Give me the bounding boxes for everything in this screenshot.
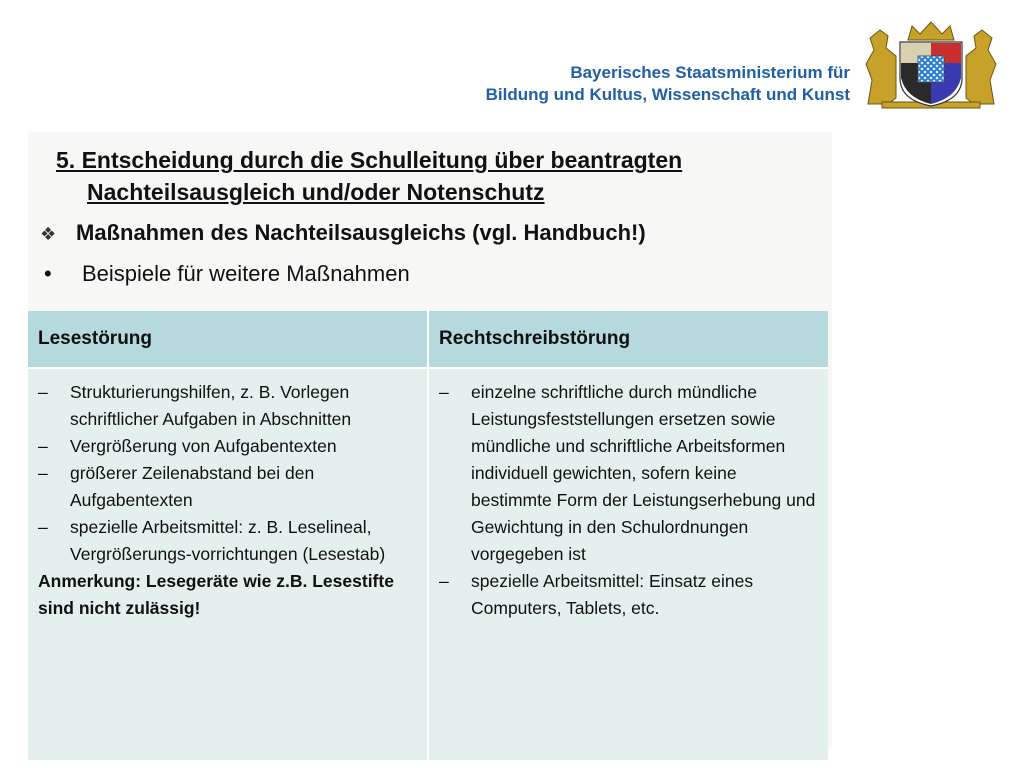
column-header-rechtschreibstoerung: Rechtschreibstörung: [428, 311, 828, 368]
dash-bullet-icon: –: [38, 517, 48, 537]
column-header-lesestoerung: Lesestörung: [28, 311, 428, 368]
dash-bullet-icon: –: [439, 571, 449, 591]
list-item-text: Strukturierungshilfen, z. B. Vorlegen schriftlicher Aufgaben in Abschnitten: [70, 382, 352, 429]
bullet-examples-text: Beispiele für weitere Maßnahmen: [82, 261, 410, 286]
page-title-line-1: 5. Entscheidung durch die Schulleitung über beantragten: [56, 147, 683, 173]
dash-bullet-icon: –: [38, 382, 48, 402]
list-item: [38, 514, 417, 568]
bullet-measures-text: Maßnahmen des Nachteilsausgleichs (vgl. Handbuch!): [76, 220, 646, 245]
note-text: Anmerkung: Lesegeräte wie z.B. Lesestifte sind nicht zulässig!: [38, 571, 394, 618]
page-title-line-2: Nachteilsausgleich und/oder Notenschutz: [87, 179, 545, 205]
ministry-line-2: Bildung und Kultus, Wissenschaft und Kunst: [485, 85, 850, 104]
bavarian-coat-of-arms-icon: [862, 20, 1000, 110]
list-item-text: spezielle Arbeitsmittel: z. B. Leselineal, Vergrößerungs-vorrichtungen (Lesestab): [70, 517, 386, 564]
list-item: [38, 460, 417, 514]
list-item-text: spezielle Arbeitsmittel: Einsatz eines Computers, Tablets, etc.: [471, 571, 754, 618]
bullet-measures: [40, 218, 646, 249]
table-row: [28, 368, 828, 760]
dash-bullet-icon: –: [38, 463, 48, 483]
dash-bullet-icon: –: [439, 382, 449, 402]
page-title: [56, 144, 836, 208]
list-item: [38, 433, 417, 460]
list-item: [439, 568, 818, 622]
cell-lesestoerung: [28, 368, 428, 760]
list-item: [439, 379, 818, 568]
rechtschreibstoerung-list: [439, 379, 818, 622]
measures-table: [28, 311, 828, 760]
bullet-examples: [40, 259, 410, 289]
ministry-line-1: Bayerisches Staatsministerium für: [570, 63, 850, 82]
dash-bullet-icon: –: [38, 436, 48, 456]
list-item-text: einzelne schriftliche durch mündliche Leistungsfeststellungen ersetzen sowie mündliche und schriftliche Arbeitsformen individuell gewichten, sofern keine bestimmte Form der Leistungserhebung und Gewichtung in den Schulordnungen vorgegeben ist: [471, 382, 816, 564]
dot-bullet-icon: •: [44, 261, 52, 286]
cell-rechtschreibstoerung: [428, 368, 828, 760]
lesestoerung-list: [38, 379, 417, 568]
list-item: [38, 379, 417, 433]
diamond-bullet-icon: ❖: [40, 224, 57, 244]
list-item-text: größerer Zeilenabstand bei den Aufgabentexten: [70, 463, 315, 510]
ministry-name: [486, 62, 850, 106]
list-item-text: Vergrößerung von Aufgabentexten: [70, 436, 337, 456]
table-header-row: [28, 311, 828, 368]
